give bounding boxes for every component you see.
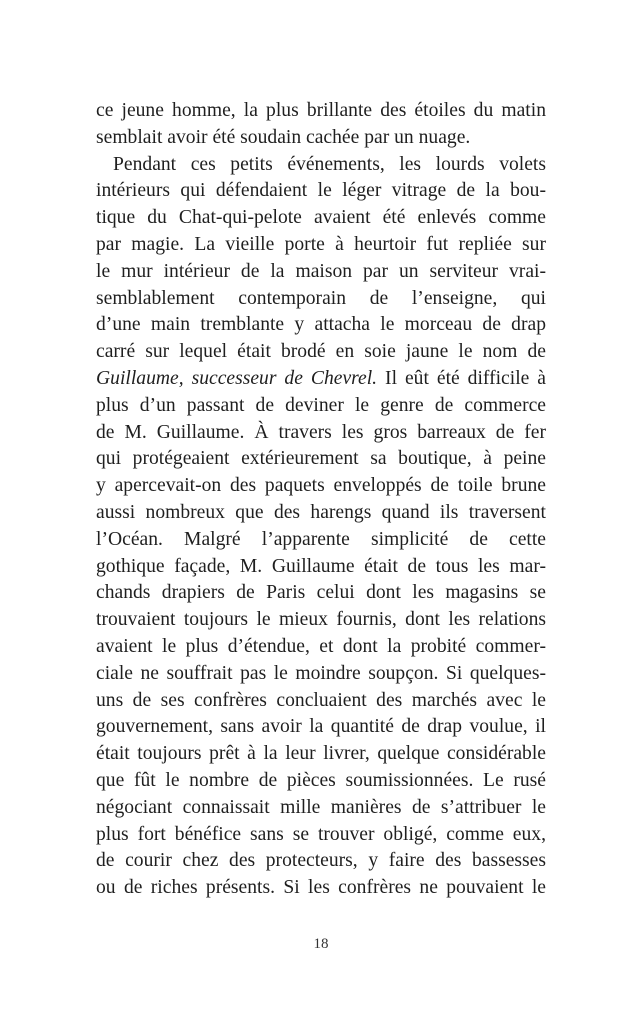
text-line: gothique façade, M. Guillaume était de tous les mar- [96,555,546,577]
text-line: l’Océan. Malgré l’apparente simplicité de cette [96,528,546,550]
text-line: semblait avoir été soudain cachée par un nuage. [96,126,471,148]
italic-shop-sign-text: Guillaume, successeur de Chevrel. [96,367,378,389]
page-number: 18 [313,936,329,952]
text-line: par magie. La vieille porte à heurtoir fut repliée sur [96,233,546,255]
text-line: de M. Guillaume. À travers les gros barreaux de fer [96,421,546,443]
text-line: ciale ne souffrait pas le moindre soupçon. Si quelques- [96,662,546,684]
text-line: carré sur lequel était brodé en soie jaune le nom de [96,341,546,363]
text-line: d’une main tremblante y attacha le morceau de drap [96,314,546,336]
text-line: plus d’un passant de deviner le genre de commerce [96,394,546,416]
text-line: aussi nombreux que des harengs quand ils traversent [96,501,546,523]
text-line: négociant connaissait mille manières de s’attribuer le [96,796,546,818]
body-text [96,98,546,902]
text-line: plus fort bénéfice sans se trouver obligé, comme eux, [96,823,546,845]
text-line: de courir chez des protecteurs, y faire des bassesses [96,850,546,872]
text-line: ce jeune homme, la plus brillante des étoiles du matin [96,100,546,121]
text-line: intérieurs qui défendaient le léger vitrage de la bou- [96,180,546,202]
text-line: uns de ses confrères concluaient des marchés avec le [96,689,546,711]
text-line: le mur intérieur de la maison par un serviteur vrai- [96,260,546,282]
text-line: Pendant ces petits événements, les lourds volets [113,153,546,175]
text-line: tique du Chat-qui-pelote avaient été enlevés comme [96,207,546,229]
text-line: gouvernement, sans avoir la quantité de drap voulue, il [96,716,546,738]
text-line: avaient le plus d’étendue, et dont la probité commer- [96,635,546,657]
text-line [96,366,546,393]
text-line: trouvaient toujours le mieux fournis, dont les relations [96,609,546,631]
text-line: que fût le nombre de pièces soumissionnées. Le rusé [96,769,546,791]
text-line: était toujours prêt à la leur livrer, quelque considérable [96,743,546,765]
text-line: ou de riches présents. Si les confrères ne pouvaient le [96,877,546,899]
text-line: y apercevait-on des paquets enveloppés de toile brune [96,475,546,497]
text-line: semblablement contemporain de l’enseigne, qui [96,287,546,309]
text-line-continuation: Il eût été difficile à [377,367,546,389]
text-line: qui protégeaient extérieurement sa boutique, à peine [96,448,546,470]
text-line: chands drapiers de Paris celui dont les magasins se [96,582,546,604]
